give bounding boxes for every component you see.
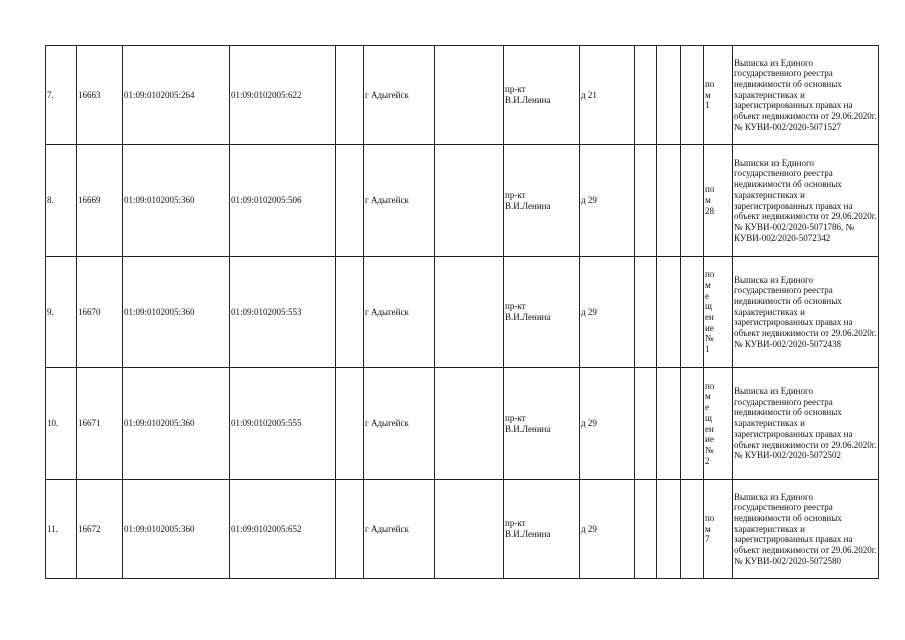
empty-cell (635, 46, 657, 145)
parent-cadastral-number: 01:09:0102005:264 (123, 46, 230, 145)
parent-cadastral-number: 01:09:0102005:360 (123, 368, 230, 480)
room-number: по м 7 (704, 480, 733, 579)
city: г Адыгейск (364, 46, 435, 145)
empty-cell (681, 145, 704, 257)
empty-cell (657, 46, 681, 145)
empty-cell (657, 257, 681, 368)
row-number: 7. (46, 46, 77, 145)
object-cadastral-number: 01:09:0102005:506 (230, 145, 336, 257)
street: пр-кт В.И.Ленина (504, 480, 580, 579)
house-number: д 29 (580, 145, 635, 257)
city: г Адыгейск (364, 480, 435, 579)
parent-cadastral-number: 01:09:0102005:360 (123, 257, 230, 368)
object-cadastral-number: 01:09:0102005:622 (230, 46, 336, 145)
source-document: Выписка из Единого государственного реестра недвижимости об основных характеристиках и зарегистрированных правах на объект недвижимости от 29.06.2020г. № КУВИ-002/2020-5071527 (733, 46, 879, 145)
empty-cell (635, 257, 657, 368)
empty-cell (681, 368, 704, 480)
object-id: 16670 (77, 257, 123, 368)
registry-table (45, 45, 879, 579)
object-cadastral-number: 01:09:0102005:555 (230, 368, 336, 480)
house-number: д 29 (580, 480, 635, 579)
city: г Адыгейск (364, 145, 435, 257)
source-document: Выписки из Единого государственного реестра недвижимости об основных характеристиках и зарегистрированных правах на объект недвижимости от 29.06.2020г. № КУВИ-002/2020-5071786, № КУВИ-002/2020-5072342 (733, 145, 879, 257)
table-row (46, 257, 879, 368)
empty-cell (681, 46, 704, 145)
table-row (46, 145, 879, 257)
empty-cell (681, 480, 704, 579)
empty-cell (336, 145, 364, 257)
house-number: д 29 (580, 257, 635, 368)
street: пр-кт В.И.Ленина (504, 368, 580, 480)
city: г Адыгейск (364, 257, 435, 368)
empty-cell (635, 145, 657, 257)
row-number: 10. (46, 368, 77, 480)
object-id: 16671 (77, 368, 123, 480)
street: пр-кт В.И.Ленина (504, 145, 580, 257)
parent-cadastral-number: 01:09:0102005:360 (123, 145, 230, 257)
room-number: по м е щ ен ие № 1 (704, 257, 733, 368)
empty-cell (635, 368, 657, 480)
table-row (46, 480, 879, 579)
row-number: 8. (46, 145, 77, 257)
empty-cell (681, 257, 704, 368)
empty-cell (435, 46, 504, 145)
object-id: 16669 (77, 145, 123, 257)
row-number: 11. (46, 480, 77, 579)
empty-cell (435, 145, 504, 257)
room-number: по м 28 (704, 145, 733, 257)
empty-cell (657, 368, 681, 480)
empty-cell (657, 480, 681, 579)
empty-cell (435, 480, 504, 579)
table-row (46, 368, 879, 480)
empty-cell (336, 480, 364, 579)
empty-cell (336, 368, 364, 480)
empty-cell (635, 480, 657, 579)
source-document: Выписка из Единого государственного реестра недвижимости об основных характеристиках и зарегистрированных правах на объект недвижимости от 29.06.2020г. № КУВИ-002/2020-5072580 (733, 480, 879, 579)
empty-cell (435, 368, 504, 480)
empty-cell (435, 257, 504, 368)
street: пр-кт В.И.Ленина (504, 257, 580, 368)
city: г Адыгейск (364, 368, 435, 480)
empty-cell (657, 145, 681, 257)
empty-cell (336, 257, 364, 368)
row-number: 9. (46, 257, 77, 368)
object-cadastral-number: 01:09:0102005:553 (230, 257, 336, 368)
source-document: Выписка из Единого государственного реестра недвижимости об основных характеристиках и зарегистрированных правах на объект недвижимости от 29.06.2020г. № КУВИ-002/2020-5072502 (733, 368, 879, 480)
table-row (46, 46, 879, 145)
room-number: по м 1 (704, 46, 733, 145)
object-id: 16672 (77, 480, 123, 579)
room-number: по м е щ ен ие № 2 (704, 368, 733, 480)
empty-cell (336, 46, 364, 145)
parent-cadastral-number: 01:09:0102005:360 (123, 480, 230, 579)
house-number: д 29 (580, 368, 635, 480)
object-cadastral-number: 01:09:0102005:652 (230, 480, 336, 579)
object-id: 16663 (77, 46, 123, 145)
source-document: Выписка из Единого государственного реестра недвижимости об основных характеристиках и зарегистрированных правах на объект недвижимости от 29.06.2020г. № КУВИ-002/2020-5072438 (733, 257, 879, 368)
street: пр-кт В.И.Ленина (504, 46, 580, 145)
house-number: д 21 (580, 46, 635, 145)
